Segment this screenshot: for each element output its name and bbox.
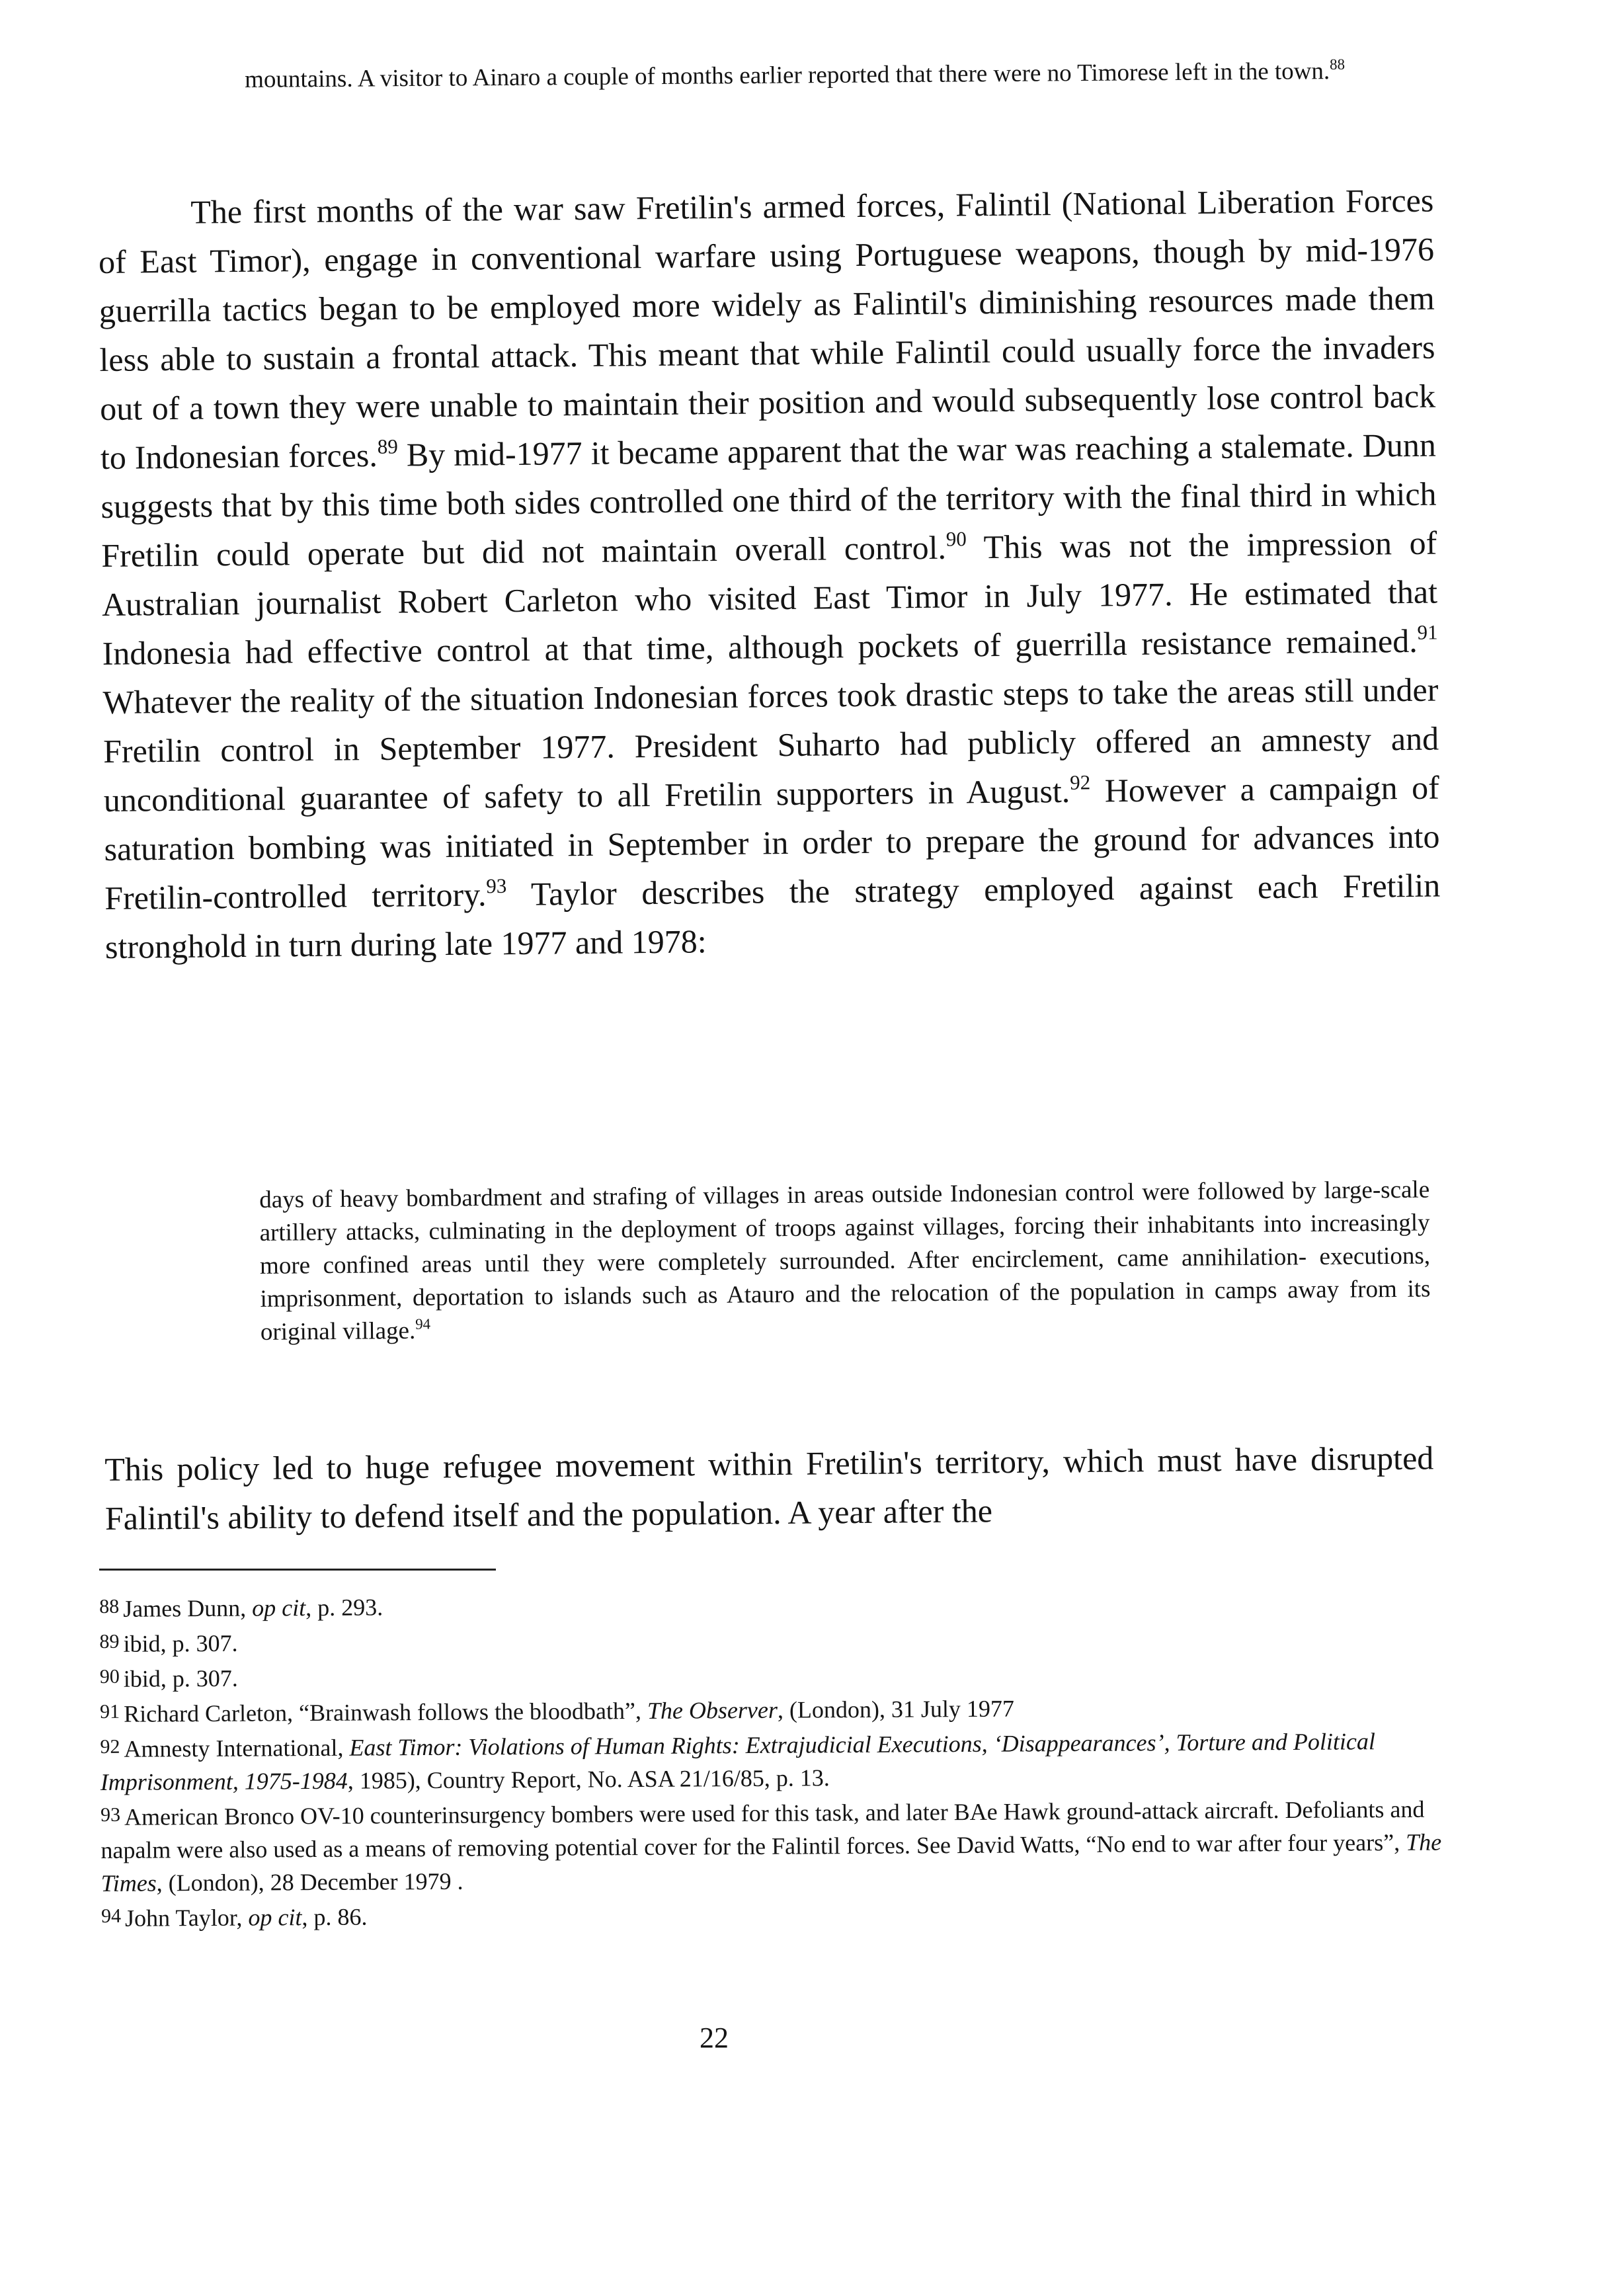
continuation-text: This policy led to huge refugee movement within Fretilin's territory, which must have disrupted Falintil's ability to defend itself and the population. A year after the (104, 1439, 1434, 1537)
footnote-text-end: , (London), 31 July 1977 (777, 1695, 1015, 1723)
footnote-divider (99, 1569, 496, 1571)
footnote-number: 92 (100, 1735, 120, 1758)
paragraph-text-1: The first months of the war saw Fretilin's armed forces, Falintil (National Liberation Forces of East Timor), engage in conventional warfare using Portuguese weapons, though by mid-1976 guerrilla tactics began to be employed more widely as Falintil's diminishing resources made them less able to sustain a frontal attack. This meant that while Falintil could usually force the invaders out of a town they were unable to maintain their position and would subsequently lose control back to Indonesian forces. (98, 181, 1436, 476)
footnote-italic: op cit (252, 1594, 306, 1621)
footnote-number: 88 (99, 1595, 120, 1618)
footnotes (99, 1582, 1490, 1935)
footnote-ref-92[interactable]: 92 (1069, 770, 1091, 794)
footnote-text-end: , (London), 28 December 1979 . (156, 1867, 463, 1897)
footnote-text: James Dunn, (123, 1594, 253, 1622)
footnote-93 (100, 1790, 1490, 1900)
footnote-text-end: , p. 86. (302, 1903, 368, 1931)
footnote-text-end: , p. 293. (305, 1594, 383, 1621)
footnote-ref-89[interactable]: 89 (377, 434, 398, 458)
footnote-number: 90 (99, 1665, 120, 1688)
footnote-italic: East Timor: Violations of Human Rights: Extrajudicial Executions, ‘Disappearances’, Torture and Political Imprisonment, 1975-1984 (100, 1728, 1376, 1795)
footnote-ref-88[interactable]: 88 (1329, 56, 1346, 73)
paragraph-text-3: This was not the impression of Australian journalist Robert Carleton who visited East Timor in July 1977. He estimated that Indonesia had effective control at that time, although pockets of guerrilla resistance remained. (101, 524, 1438, 672)
footnote-italic: op cit (248, 1904, 302, 1931)
footnote-text: John Taylor, (124, 1904, 249, 1932)
body-paragraph (98, 176, 1441, 971)
paragraph-text-2: By mid-1977 it became apparent that the war was reaching a stalemate. Dunn suggests that by this time both sides controlled one third of the territory with the final third in which Fretilin could operate but did not maintain overall control. (100, 426, 1437, 574)
footnote-text: American Bronco OV-10 counterinsurgency bombers were used for this task, and later BAe Hawk ground-attack aircraft. Defoliants and napalm were also used as a means of removing potential cover for the Falintil forces. See David Watts, “No end to war after four years”, (100, 1795, 1425, 1864)
paragraph-text-6: Taylor describes the strategy employed against each Fretilin stronghold in turn during late 1977 and 1978: (104, 866, 1441, 965)
footnote-text: ibid, p. 307. (123, 1629, 238, 1657)
footnote-number: 89 (99, 1630, 120, 1653)
block-quote-taylor (259, 1174, 1431, 1349)
footnote-ref-93[interactable]: 93 (486, 874, 507, 898)
footnote-number: 91 (100, 1700, 120, 1723)
footnote-text: ibid, p. 307. (123, 1664, 238, 1692)
footnote-text: Richard Carleton, “Brainwash follows the bloodbath”, (124, 1697, 648, 1727)
block-quote-text: days of heavy bombardment and strafing of villages in areas outside Indonesian control were followed by large-scale artillery attacks, culminating in the deployment of troops against villages, forcing their inhabitants into increasingly more confined areas until they were completely surrounded. After encirclement, came annihilation- executions, imprisonment, deportation to islands such as Atauro and the relocation of the population in camps away from its original village. (259, 1176, 1431, 1346)
footnote-ref-90[interactable]: 90 (945, 527, 967, 551)
footnote-92 (100, 1722, 1489, 1799)
footnote-text: Amnesty International, (124, 1734, 350, 1762)
quote-text: mountains. A visitor to Ainaro a couple of months earlier reported that there were no Timorese left in the town. (245, 58, 1330, 93)
footnote-ref-91[interactable]: 91 (1417, 620, 1438, 644)
page-number: 22 (700, 2022, 729, 2054)
paragraph-text-4: Whatever the reality of the situation Indonesian forces took drastic steps to take the areas still under Fretilin control in September 1977. President Suharto had publicly offered an amnesty and unconditional guarantee of safety to all Fretilin supporters in August. (102, 671, 1439, 819)
footnote-italic: The Times (100, 1828, 1442, 1897)
paragraph-text-5: However a campaign of saturation bombing was initiated in September in order to prepare the ground for advances into Fretilin-controlled territory. (104, 768, 1440, 917)
footnote-text-end: , 1985), Country Report, No. ASA 21/16/85, p. 13. (347, 1764, 830, 1794)
footnote-number: 93 (100, 1803, 121, 1826)
continuation-paragraph (104, 1433, 1434, 1543)
block-quote-continuation (245, 54, 1428, 97)
footnote-number: 94 (100, 1905, 122, 1927)
footnote-italic: The Observer (647, 1696, 778, 1724)
footnote-ref-94[interactable]: 94 (415, 1315, 431, 1332)
